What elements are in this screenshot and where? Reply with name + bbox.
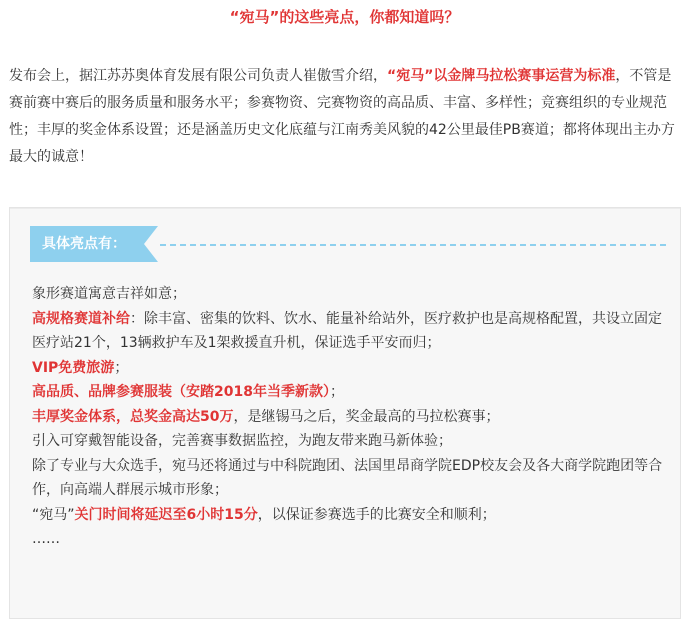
list-item-text: ，是继锡马之后，奖金最高的马拉松赛事； bbox=[233, 408, 500, 425]
list-item bbox=[32, 307, 666, 356]
page-title: “宛马”的这些亮点，你都知道吗？ bbox=[229, 8, 460, 26]
list-item-text: ：除丰富、密集的饮料、饮水、能量补给站外，医疗救护也是高规格配置，共设立固定医疗站21个，13辆救护车及1架救援直升机，保证选手平安而归； bbox=[32, 310, 662, 351]
list-item-bold: 丰厚奖金体系，总奖金高达50万 bbox=[32, 408, 234, 425]
list-item-text: 引入可穿戴智能设备，完善赛事数据监控，为跑友带来跑马新体验； bbox=[32, 433, 452, 449]
list-item-text: ； bbox=[114, 359, 129, 376]
list-item-bold: 关门时间将延迟至6小时15分 bbox=[74, 506, 258, 523]
list-item bbox=[32, 356, 666, 381]
list-item bbox=[32, 405, 666, 430]
list-item-text: …… bbox=[32, 531, 60, 547]
list-item-text: 除了专业与大众选手，宛马还将通过与中科院跑团、法国里昂商学院EDP校友会及各大商学院跑团等合作，向高端人群展示城市形象； bbox=[32, 457, 663, 498]
list-item bbox=[32, 429, 666, 454]
list-item bbox=[32, 503, 666, 528]
list-item bbox=[32, 454, 666, 503]
list-item-prefix: “宛马” bbox=[32, 506, 75, 523]
highlights-panel bbox=[9, 207, 681, 619]
list-item-text: 象形赛道寓意吉祥如意； bbox=[32, 286, 186, 302]
intro-highlight: “宛马”以金牌马拉松赛事运营为标准 bbox=[387, 68, 616, 84]
list-item-bold: 高品质、品牌参赛服装（安踏2018年当季新款） bbox=[32, 384, 330, 400]
highlights-list bbox=[32, 282, 666, 552]
list-item-text: ，以保证参赛选手的比赛安全和顺利； bbox=[257, 506, 496, 523]
list-item bbox=[32, 282, 666, 307]
list-item-bold: VIP免费旅游 bbox=[32, 359, 115, 376]
list-item bbox=[32, 527, 666, 552]
highlights-tag: 具体亮点有： bbox=[30, 226, 144, 262]
intro-text: 发布会上，据江苏苏奥体育发展有限公司负责人崔傲雪介绍， bbox=[9, 68, 387, 84]
intro-text-continued: ，不管是赛前赛中赛后的服务质量和服务水平；参赛物资、完赛物资的高品质、丰富、多样性；竞赛组织的专业规范性；丰厚的奖金体系设置；还是涵盖历史文化底蕴与江南秀美风貌的42公里最佳PB赛道；都将体现出主办方最大的诚意！ bbox=[9, 68, 675, 165]
list-item-bold: 高规格赛道补给 bbox=[32, 310, 130, 327]
list-item bbox=[32, 380, 666, 405]
intro-paragraph bbox=[9, 63, 681, 171]
list-item-text: ； bbox=[329, 384, 344, 400]
dashed-divider bbox=[160, 244, 666, 246]
